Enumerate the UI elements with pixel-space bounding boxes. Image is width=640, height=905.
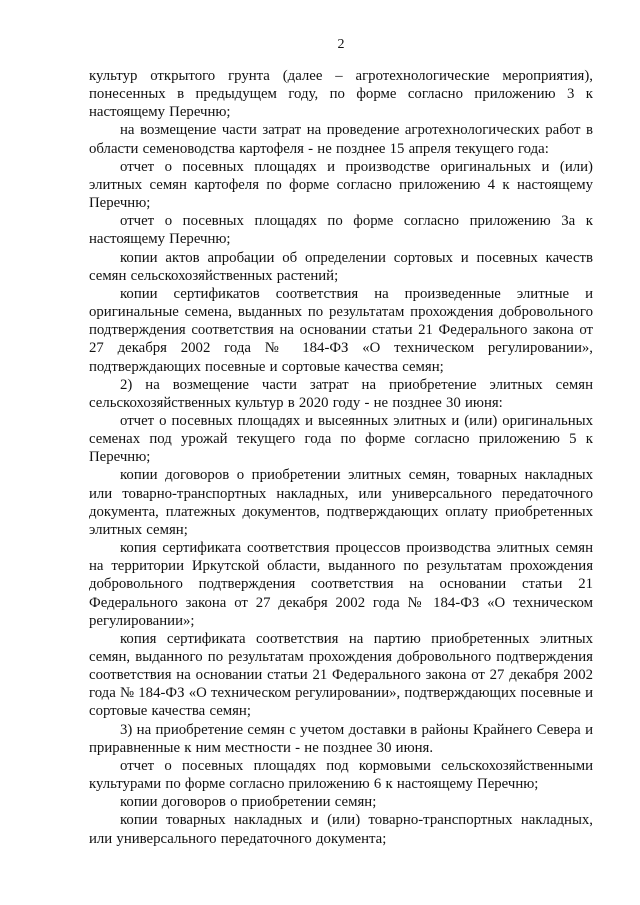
paragraph: 2) на возмещение части затрат на приобретение элитных семян сельскохозяйственных культур в 2020 году - не позднее 30 июня: — [89, 376, 593, 411]
page-number: 2 — [337, 37, 345, 52]
paragraph: копия сертификата соответствия процессов производства элитных семян на территории Иркутской области, выданного по результатам прохождения добровольного подтверждения соответствия на основании статьи 21 Федерального закона от 27 декабря 2002 года № 184-ФЗ «О техническом регулировании»; — [89, 540, 593, 629]
paragraph: копии товарных накладных и (или) товарно-транспортных накладных, или универсального передаточного документа; — [89, 812, 593, 847]
paragraph: копии договоров о приобретении элитных семян, товарных накладных или товарно-транспортных накладных, или универсального передаточного документа, платежных документов, подтверждающих оплату приобретенных элитных семян; — [89, 467, 593, 538]
paragraph: отчет о посевных площадях по форме согласно приложению 3а к настоящему Перечню; — [89, 213, 593, 248]
paragraph: на возмещение части затрат на проведение агротехнологических работ в области семеноводства картофеля - не позднее 15 апреля текущего года: — [89, 122, 593, 157]
paragraph: копия сертификата соответствия на партию приобретенных элитных семян, выданного по результатам прохождения добровольного подтверждения соответствия на основании статьи 21 Федерального закона от 27 декабря 2002 года № 184-ФЗ «О техническом регулировании», подтверждающих посевные и сортовые качества семян; — [89, 630, 593, 720]
paragraph: копии актов апробации об определении сортовых и посевных качеств семян сельскохозяйственных растений; — [89, 249, 593, 284]
paragraph: копии договоров о приобретении семян; — [120, 794, 377, 811]
paragraph: копии сертификатов соответствия на произведенные элитные и оригинальные семена, выданных по результатам прохождения добровольного подтверждения соответствия на основании статьи 21 Федерального закона от 27 декабря 2002 года № 184-ФЗ «О техническом регулировании», подтверждающих посевные и сортовые качества семян; — [89, 285, 593, 375]
paragraph: 3) на приобретение семян с учетом доставки в районы Крайнего Севера и приравненные к ним местности - не позднее 30 июня. — [89, 721, 593, 756]
paragraph: культур открытого грунта (далее – агротехнологические мероприятия), понесенных в предыдущем году, по форме согласно приложению 3 к настоящему Перечню; — [89, 68, 593, 121]
document-body — [89, 67, 593, 848]
paragraph: отчет о посевных площадях и производстве оригинальных и (или) элитных семян картофеля по форме согласно приложению 4 к настоящему Перечню; — [89, 158, 593, 212]
paragraph: отчет о посевных площадях и высеянных элитных и (или) оригинальных семенах под урожай текущего года по форме согласно приложению 5 к Перечню; — [89, 412, 593, 466]
paragraph: отчет о посевных площадях под кормовыми сельскохозяйственными культурами по форме согласно приложению 6 к настоящему Перечню; — [89, 757, 593, 793]
